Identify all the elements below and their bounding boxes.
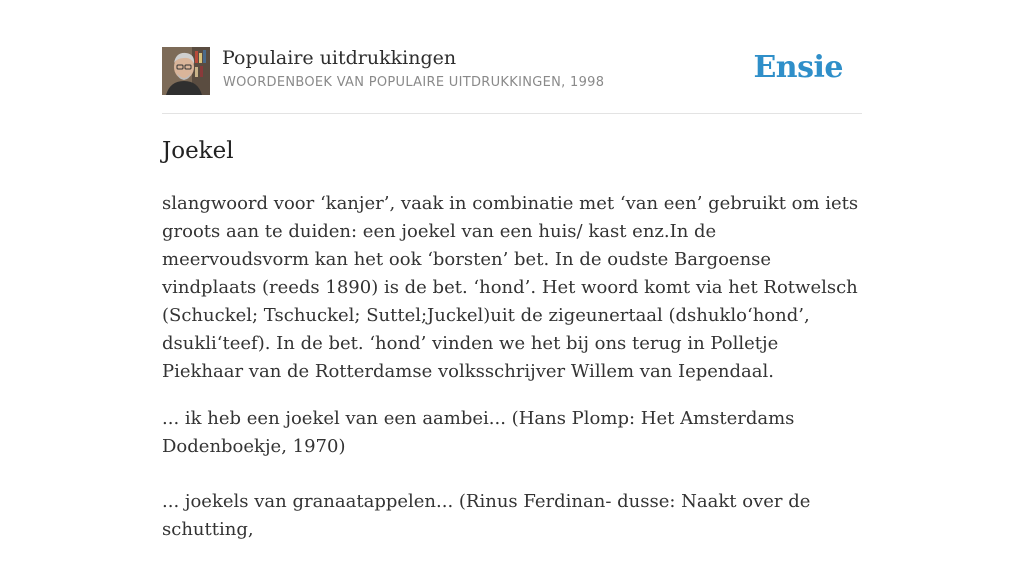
author-portrait-icon [162, 47, 210, 95]
source-subtitle-text: WOORDENBOEK VAN POPULAIRE UITDRUKKINGEN, 1998 [223, 75, 605, 90]
entry-definition: slangwoord voor ‘kanjer’, vaak in combinatie met ‘van een’ gebruikt om iets groots aan te duiden: een joekel van een huis/ kast enz.In de meervoudsvorm kan het ook ‘borsten’ bet. In de oudste Bargoense vindplaats (reeds 1890) is de bet. ‘hond’. Het woord komt via het Rotwelsch (Schuckel; Tschuckel; Suttel;Juckel)uit de zigeunertaal (dshuklo‘hond’, dsukli‘teef). In de bet. ‘hond’ vinden we het bij ons terug in Polletje Piekhaar van de Rotterdamse volksschrijver Willem van Iependaal. [162, 193, 859, 382]
ensie-logo[interactable]: Ensie [753, 50, 843, 85]
source-title[interactable]: Populaire uitdrukkingen [222, 47, 457, 69]
entry-quote: ... ik heb een joekel van een aambei... (Hans Plomp: Het Amsterdams Dodenboekje, 1970) [162, 408, 795, 457]
entry-body [162, 190, 862, 563]
source-subtitle [223, 75, 604, 90]
entry-title: Joekel [162, 138, 234, 164]
entry-card [162, 0, 862, 540]
entry-quote: ... joekels van granaatappelen... (Rinus Ferdinan- dusse: Naakt over de schutting, [162, 491, 811, 540]
source-header [162, 0, 862, 114]
author-avatar[interactable] [162, 47, 210, 95]
